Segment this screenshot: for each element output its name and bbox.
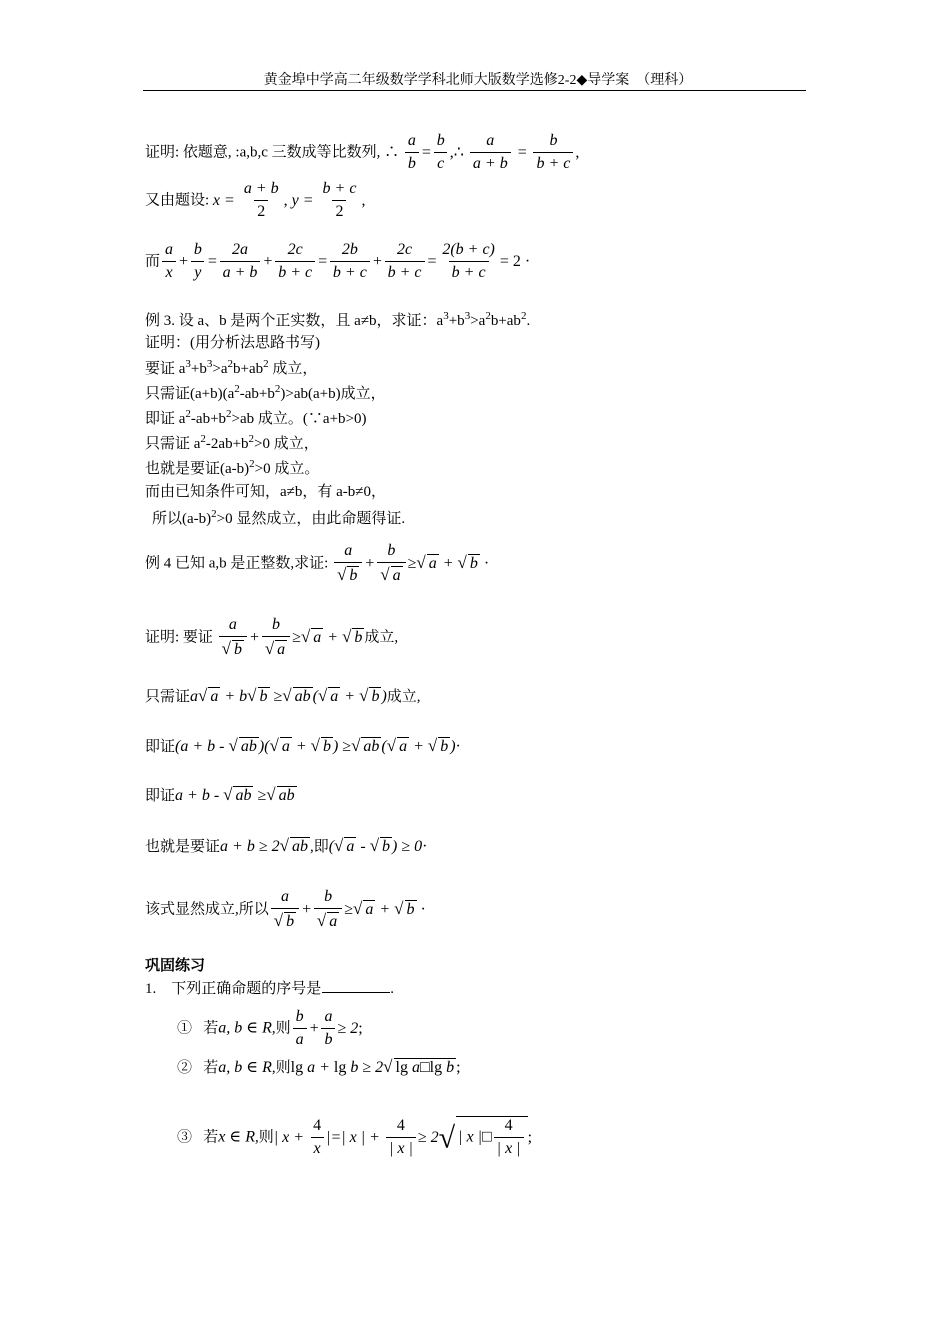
exercise-option-3: ③ 若x ∈ R,则| x + $\frac{4}{x}$ |=| x | + $\frac{4}{| x |}$ ≥ 2√ | x |□ $\frac{4}{| x |}$ ; — [177, 1117, 533, 1158]
example3-line-4: 即证 $a^2-ab+b^2>ab$ 成立。(∵a+b>0) — [145, 408, 367, 427]
example3-line-8: 所以$(a-b)^2>0$ 显然成立，由此命题得证. — [152, 508, 406, 527]
example3-line-3: 只需证$(a+b)(a^2-ab+b^2)>ab(a+b)$成立， — [145, 383, 386, 402]
answer-blank[interactable] — [322, 992, 390, 993]
page-header: 黄金埠中学高二年级数学学科北师大版数学选修2-2◆导学案 （理科） — [263, 73, 693, 88]
example3-line-5: 只需证 $a^2-2ab+b^2>0$ 成立， — [145, 433, 319, 452]
proof2-line3-text: 而 — [145, 253, 161, 270]
proof2-line1-text: 证明: 依题意, :a,b,c 三数成等比数列, ∴ — [145, 144, 400, 161]
exercise-heading: 巩固练习 — [145, 958, 206, 974]
example4-proof-line1: 证明: 要证 $\frac{a}{√ b}$ + $\frac{b}{√ a}$ ≥√ a + √ b 成立, — [145, 616, 399, 659]
proof2-line2-text: 又由题设: — [145, 192, 210, 209]
example4-proof-line6: 该式显然成立,所以 $\frac{a}{√ b}$ + $\frac{b}{√ a}$ ≥√ a + √ b · — [145, 888, 426, 931]
proof2-line3: 而 $\frac{a}{x}$ + $\frac{b}{y}$ = $\frac{2a}{a + b}$ + $\frac{2c}{b + c}$ = $\frac{2b}{b + c}$ + $\frac{2c}{b + c}$ = $\frac{2(b + c)}{b + c}$ = 2 · — [145, 241, 531, 282]
example4-proof-line4: 即证a + b - √ ab ≥√ ab — [145, 785, 295, 804]
example4-proof-line2: 只需证a√ a + b√ b ≥√ ab (√ a + √ b )成立, — [145, 686, 421, 705]
exercise-option-2: ② 若a, b ∈ R,则lg a + lg b ≥ 2√ lg a□lg b ; — [177, 1057, 461, 1076]
example3-line-6: 也就是要证$(a-b)^2>0$ 成立。 — [145, 458, 320, 477]
example3-line-1: 证明：(用分析法思路书写) — [145, 335, 320, 351]
example3-title: 例 3. 设 a、b 是两个正实数，且 a≠b，求证：$a^3+b^3>a^2b+ab^2$. — [145, 310, 531, 329]
example3-line-2: 要证 $a^3+b^3>a^2b+ab^2$ 成立， — [145, 358, 318, 377]
proof2-line2: 又由题设: x = $\frac{a + b}{2}$ , y = $\frac{b + c}{2}$ , — [145, 180, 366, 221]
example4-proof-line3: 即证(a + b - √ ab )(√ a + √ b ) ≥√ ab (√ a + √ b )· — [145, 736, 461, 755]
header-rule — [143, 90, 806, 91]
example4-title: 例 4 已知 a,b 是正整数,求证: $\frac{a}{√ b}$ + $\frac{b}{√ a}$ ≥√ a + √ b · — [145, 542, 490, 585]
proof2-line1: 证明: 依题意, :a,b,c 三数成等比数列, ∴ $\frac{a}{b}$ = $\frac{b}{c}$ ,∴ $\frac{a}{a + b}$ = $\frac{b}{b + c}$ , — [145, 132, 580, 173]
exercise-option-1: ① 若a, b ∈ R,则 $\frac{b}{a}$ + $\frac{a}{b}$ ≥ 2; — [177, 1008, 363, 1049]
example3-line-7: 而由已知条件可知，a≠b，有 a-b≠0， — [145, 484, 387, 500]
exercise-q1: 1. 下列正确命题的序号是 . — [145, 981, 395, 997]
example4-proof-line5: 也就是要证a + b ≥ 2√ ab ,即(√ a - √ b ) ≥ 0· — [145, 836, 428, 855]
